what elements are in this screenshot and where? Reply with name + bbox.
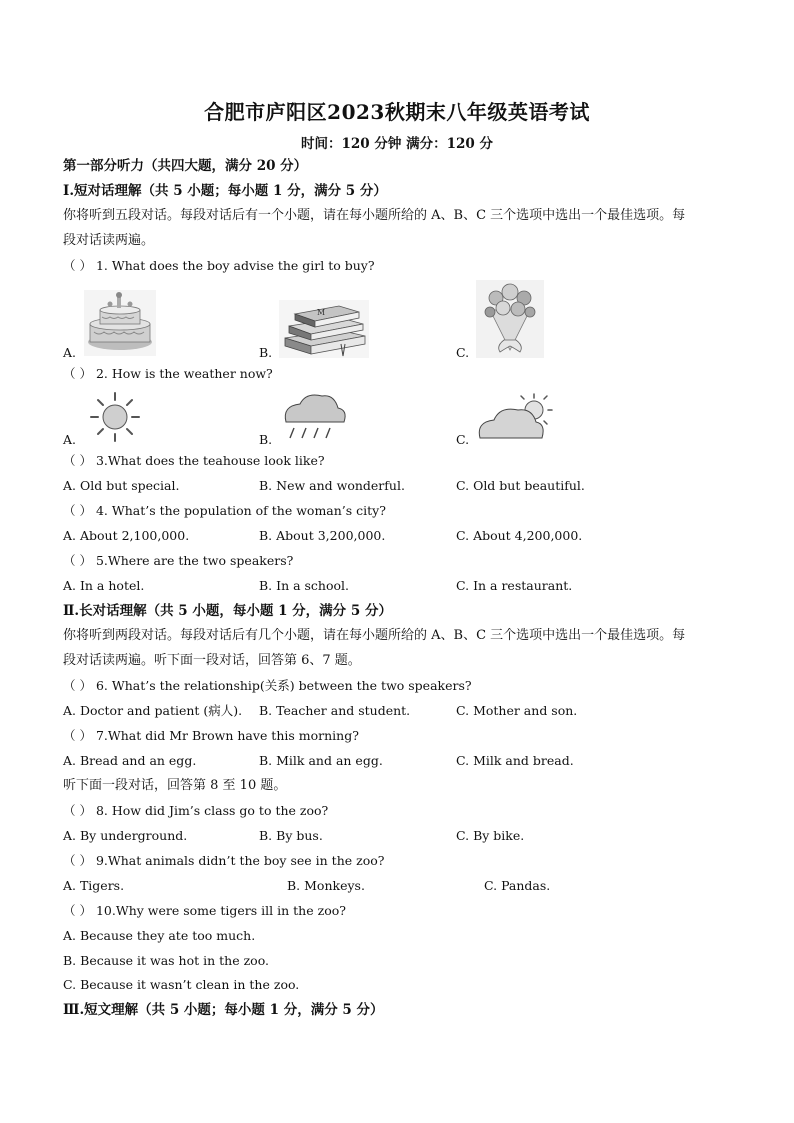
q3-option-a: A. Old but special. (63, 478, 180, 493)
question-9 (63, 852, 384, 870)
q4-option-c: C. About 4,200,000. (456, 528, 583, 543)
part1-heading: 第一部分听力（共四大题，满分 20 分） (63, 158, 308, 174)
q4-option-b: B. About 3,200,000. (259, 528, 386, 543)
exam-subtitle: 时间：120 分钟 满分：120 分 (301, 136, 493, 152)
section1-instruction-line1: 你将听到五段对话。每段对话后有一个小题，请在每小题所给的 A、B、C 三个选项中选出一个最佳选项。每 (63, 208, 686, 223)
answer-bracket: （ ） (63, 553, 92, 568)
question-text: 3.What does the teahouse look like? (95, 453, 325, 468)
q6-option-b: B. Teacher and student. (259, 703, 411, 718)
rainy-icon (278, 390, 348, 446)
question-10 (63, 902, 346, 920)
question-text: 4. What’s the population of the woman’s city? (95, 503, 386, 518)
q7-option-c: C. Milk and bread. (456, 753, 574, 768)
question-2 (63, 365, 273, 383)
q9-option-a: A. Tigers. (63, 878, 125, 893)
q7-option-a: A. Bread and an egg. (63, 753, 197, 768)
q10-option-c: C. Because it wasn’t clean in the zoo. (63, 977, 300, 992)
q2-option-b: B. (259, 432, 273, 447)
section2-instruction-line1: 你将听到两段对话。每段对话后有几个小题，请在每小题所给的 A、B、C 三个选项中选出一个最佳选项。每 (63, 628, 686, 643)
q8-option-c: C. By bike. (456, 828, 525, 843)
q1-option-c: C. (456, 345, 470, 360)
section2-instruction-line2: 段对话读两遍。听下面一段对话，回答第 6、7 题。 (63, 653, 361, 668)
answer-bracket: （ ） (63, 903, 92, 918)
q2-option-c: C. (456, 432, 470, 447)
question-1 (63, 257, 375, 275)
q7-option-b: B. Milk and an egg. (259, 753, 383, 768)
section1-heading: Ⅰ.短对话理解（共 5 小题；每小题 1 分，满分 5 分） (63, 183, 387, 199)
answer-bracket: （ ） (63, 366, 92, 381)
question-text: 10.Why were some tigers ill in the zoo? (95, 903, 346, 918)
q4-option-a: A. About 2,100,000. (63, 528, 190, 543)
q9-option-c: C. Pandas. (484, 878, 551, 893)
flowers-bouquet-image (476, 280, 544, 358)
answer-bracket: （ ） (63, 853, 92, 868)
books-image (279, 300, 369, 358)
q5-option-a: A. In a hotel. (63, 578, 145, 593)
answer-bracket: （ ） (63, 678, 92, 693)
question-text: 2. How is the weather now? (95, 366, 273, 381)
q1-option-a: A. (63, 345, 77, 360)
q3-option-b: B. New and wonderful. (259, 478, 405, 493)
q2-option-a: A. (63, 432, 77, 447)
sunny-icon (84, 390, 146, 444)
answer-bracket: （ ） (63, 453, 92, 468)
cloudy-sunny-icon (476, 390, 554, 444)
q9-option-b: B. Monkeys. (287, 878, 365, 893)
question-5 (63, 552, 293, 570)
section2-instruction-line3: 听下面一段对话，回答第 8 至 10 题。 (63, 778, 287, 793)
exam-title: 合肥市庐阳区2023秋期末八年级英语考试 (204, 100, 590, 124)
q8-option-a: A. By underground. (63, 828, 188, 843)
q1-option-b: B. (259, 345, 273, 360)
section1-instruction-line2: 段对话读两遍。 (63, 233, 155, 248)
q8-option-b: B. By bus. (259, 828, 323, 843)
q6-option-c: C. Mother and son. (456, 703, 578, 718)
q3-option-c: C. Old but beautiful. (456, 478, 585, 493)
q10-option-a: A. Because they ate too much. (63, 928, 256, 943)
question-text: 8. How did Jim’s class go to the zoo? (95, 803, 329, 818)
question-text: 5.Where are the two speakers? (95, 553, 294, 568)
answer-bracket: （ ） (63, 728, 92, 743)
section2-heading: Ⅱ.长对话理解（共 5 小题，每小题 1 分，满分 5 分） (63, 603, 392, 619)
q5-option-b: B. In a school. (259, 578, 350, 593)
question-4 (63, 502, 386, 520)
answer-bracket: （ ） (63, 503, 92, 518)
q6-option-a: A. Doctor and patient (病人). (63, 703, 243, 718)
question-8 (63, 802, 328, 820)
q5-option-c: C. In a restaurant. (456, 578, 573, 593)
svg-text:M: M (317, 308, 326, 317)
question-text: 6. What’s the relationship(关系) between the two speakers? (95, 678, 472, 693)
answer-bracket: （ ） (63, 258, 92, 273)
question-3 (63, 452, 325, 470)
cake-image (84, 290, 156, 356)
question-text: 7.What did Mr Brown have this morning? (95, 728, 359, 743)
answer-bracket: （ ） (63, 803, 92, 818)
section3-heading: Ⅲ.短文理解（共 5 小题；每小题 1 分，满分 5 分） (63, 1002, 384, 1018)
question-text: 9.What animals didn’t the boy see in the zoo? (95, 853, 385, 868)
q10-option-b: B. Because it was hot in the zoo. (63, 953, 269, 968)
question-6 (63, 677, 472, 695)
question-7 (63, 727, 359, 745)
question-text: 1. What does the boy advise the girl to buy? (95, 258, 375, 273)
